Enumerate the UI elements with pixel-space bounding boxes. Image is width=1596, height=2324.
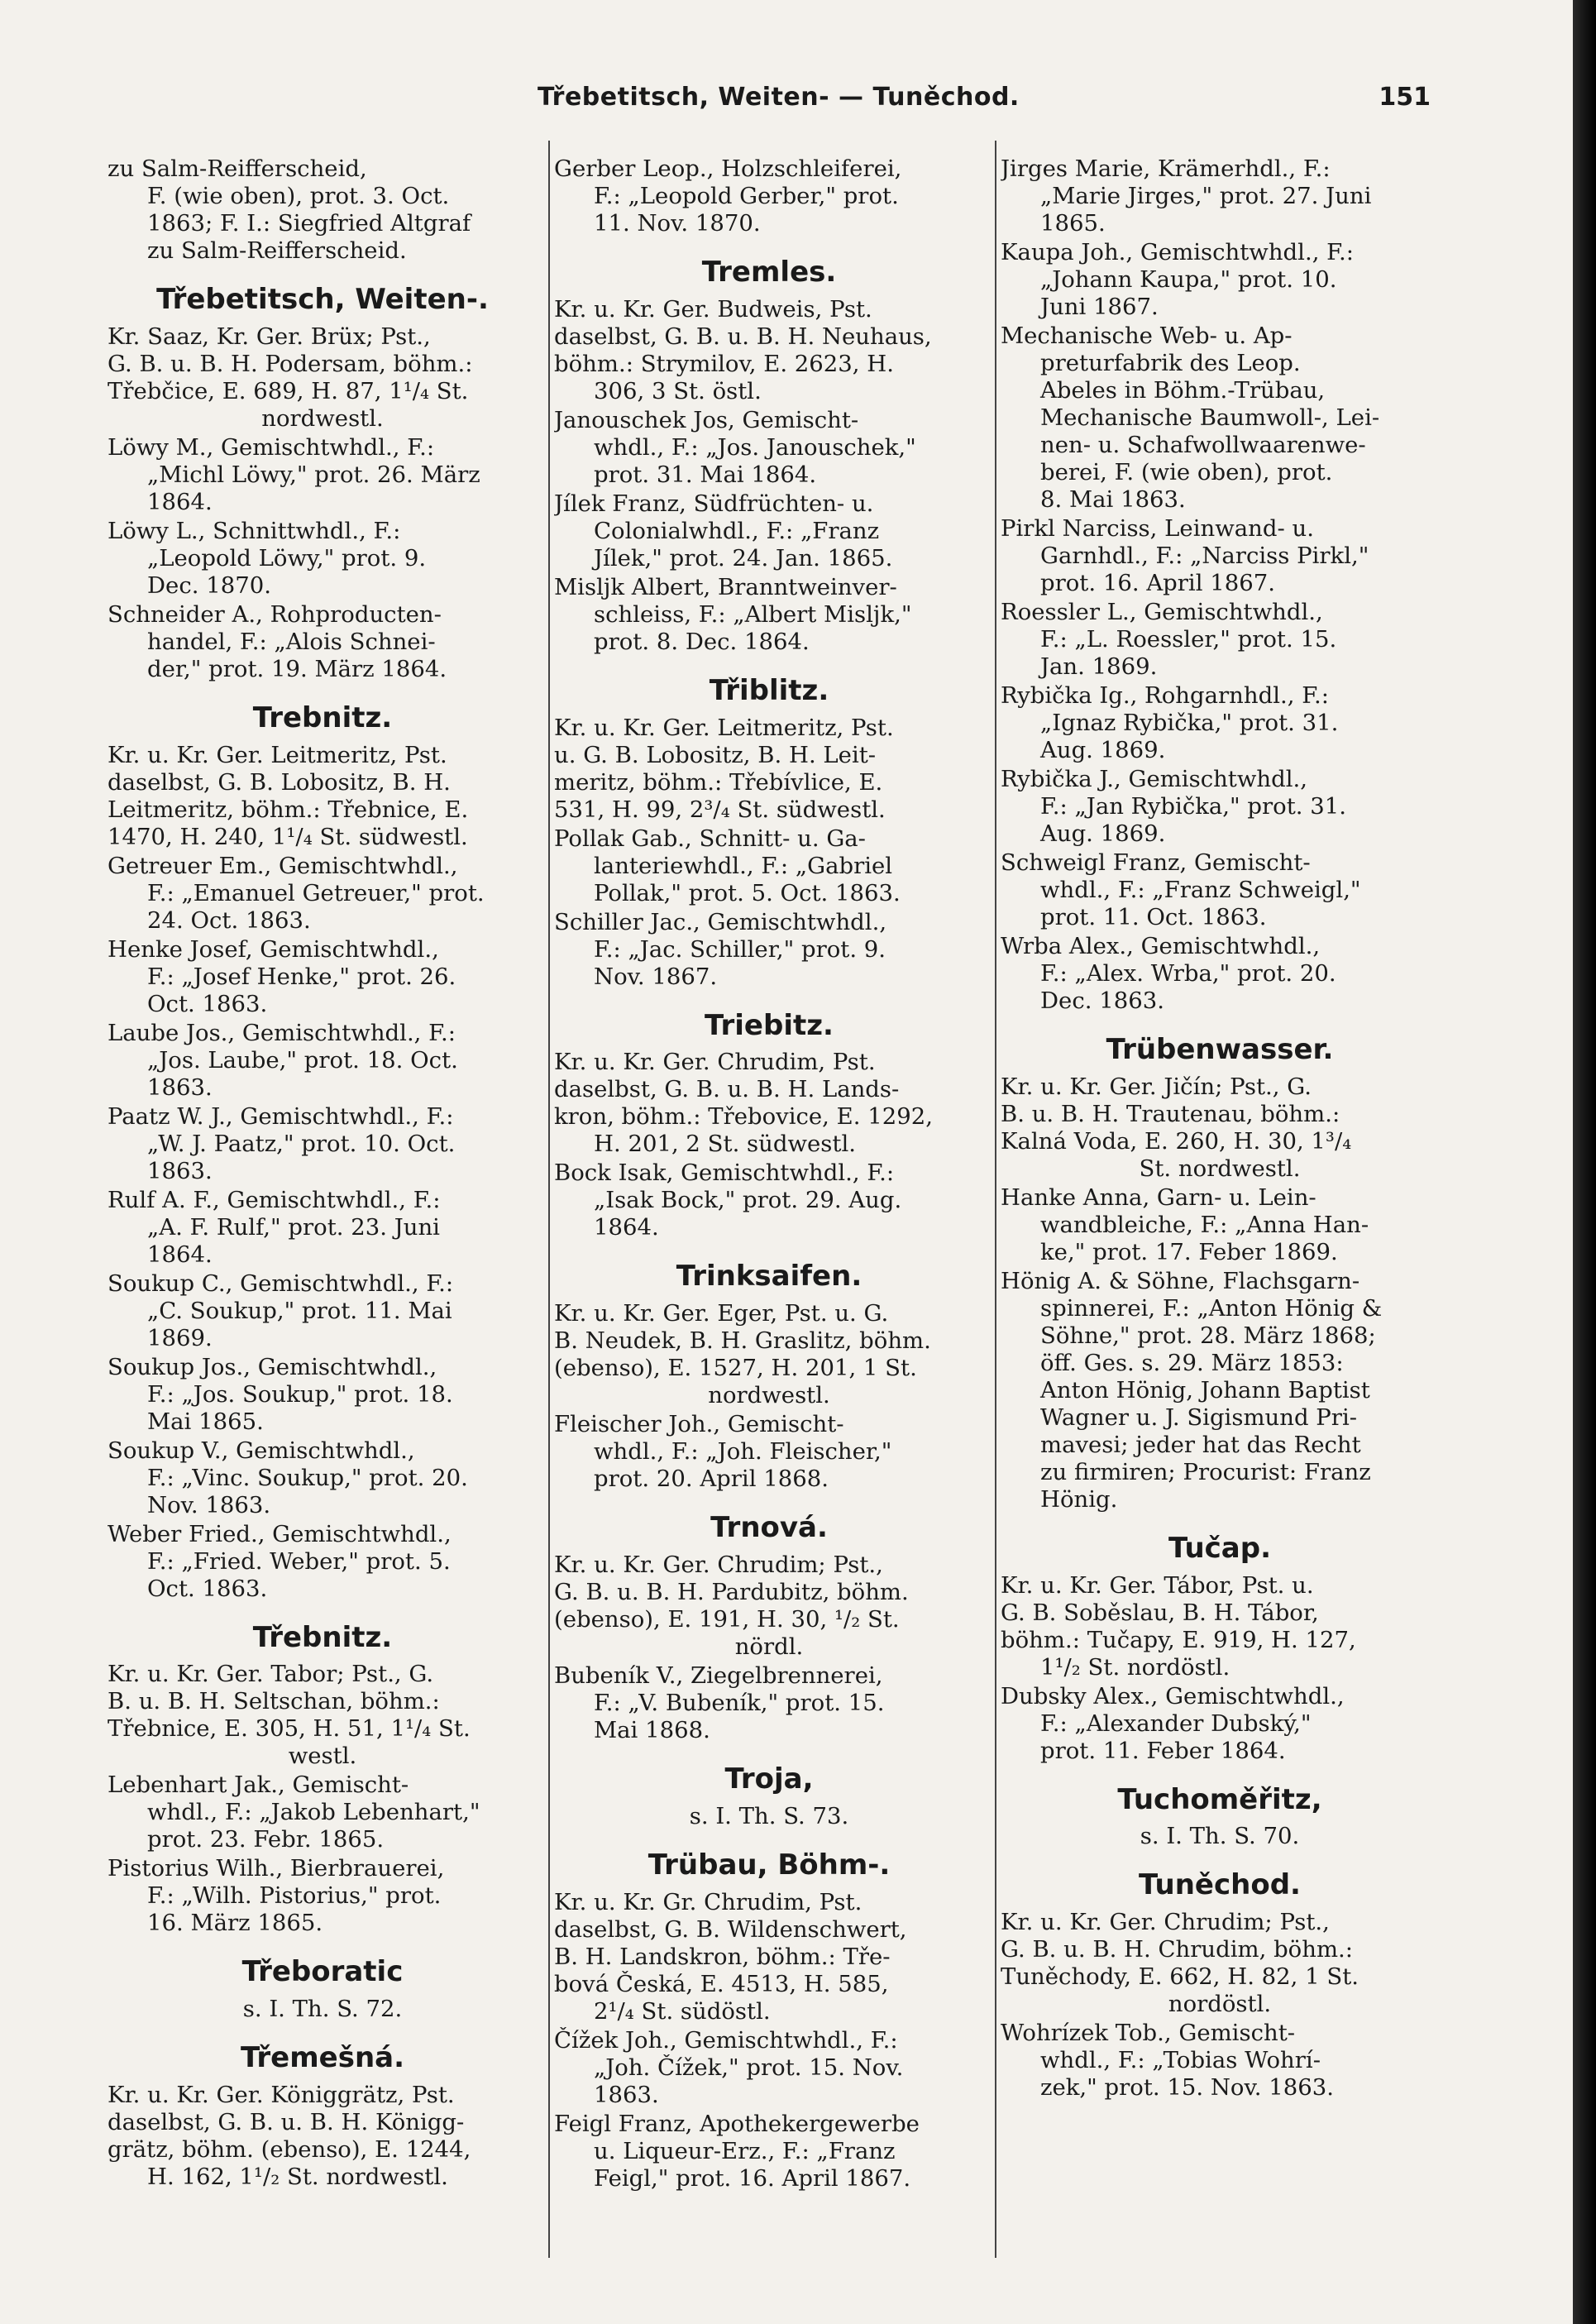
entry-line: nordöstl.: [1168, 1991, 1272, 2018]
entry-line: H. 162, 1¹/₂ St. nordwestl.: [147, 2163, 448, 2190]
entry-line: 1865.: [1040, 210, 1106, 237]
entry-line: Jílek," prot. 24. Jan. 1865.: [594, 544, 893, 571]
entry-line: Bock Isak, Gemischtwhdl., F.:: [554, 1160, 895, 1187]
entry-line: s. I. Th. S. 72.: [242, 1996, 403, 2023]
entry-line: whdl., F.: „Franz Schweigl,": [1040, 877, 1361, 903]
entry-line: Kr. u. Kr. Ger. Chrudim, Pst.: [554, 1049, 876, 1076]
entry-line: Pistorius Wilh., Bierbrauerei,: [108, 1855, 445, 1882]
entry: [1001, 1683, 1439, 1765]
entry-line: Kr. u. Kr. Ger. Leitmeritz, Pst.: [108, 741, 447, 768]
entry-line: Kr. u. Kr. Ger. Jičín; Pst., G.: [1001, 1073, 1312, 1100]
entry-line: Hönig A. & Söhne, Flachsgarn-: [1001, 1267, 1360, 1294]
entry-line: Lebenhart Jak., Gemischt-: [108, 1772, 409, 1799]
entry: [108, 1855, 538, 1937]
entry-line: F.: „Josef Henke," prot. 26.: [147, 963, 456, 990]
entry: [554, 1889, 984, 2025]
entry-line: Pollak," prot. 5. Oct. 1863.: [594, 879, 901, 906]
entry-line: Leitmeritz, böhm.: Třebnice, E.: [108, 796, 469, 823]
entry-line: prot. 20. April 1868.: [594, 1466, 829, 1493]
entry: [108, 936, 538, 1018]
entry-line: preturfabrik des Leop.: [1040, 350, 1301, 376]
entry-line: 11. Nov. 1870.: [594, 210, 761, 237]
entry-line: Kaupa Joh., Gemischtwhdl., F.:: [1001, 239, 1354, 265]
entry: [108, 1661, 538, 1770]
entry-line: St. nordwestl.: [1139, 1155, 1301, 1182]
place-heading: Trnová.: [710, 1511, 828, 1545]
entry: [1001, 323, 1439, 514]
entry-line: Löwy L., Schnittwhdl., F.:: [108, 517, 401, 544]
entry-line: Abeles in Böhm.-Trübau,: [1040, 377, 1326, 404]
entry-line: 1¹/₂ St. nordöstl.: [1040, 1653, 1230, 1681]
entry: [1001, 1909, 1439, 2018]
entry-line: Juni 1867.: [1040, 294, 1159, 320]
entry-line: bová Česká, E. 4513, H. 585,: [554, 1970, 889, 1997]
entry: [554, 1160, 984, 1241]
entry-line: F.: „V. Bubeník," prot. 15.: [594, 1689, 885, 1716]
entry: [108, 1354, 538, 1436]
entry-line: s. I. Th. S. 70.: [1140, 1823, 1300, 1850]
entry-line: u. G. B. Lobositz, B. H. Leit-: [554, 741, 877, 768]
entry-line: 24. Oct. 1863.: [147, 906, 311, 934]
entry-line: Mechanische Web- u. Ap-: [1001, 323, 1293, 349]
entry-line: Kr. u. Kr. Ger. Tabor; Pst., G.: [108, 1661, 434, 1688]
entry-line: G. B. Soběslau, B. H. Tábor,: [1001, 1599, 1319, 1626]
entry: [1001, 933, 1439, 1015]
entry-line: „Jos. Laube," prot. 18. Oct.: [147, 1046, 458, 1074]
entry-line: F.: „L. Roessler," prot. 15.: [1040, 626, 1337, 653]
entry-line: Feigl," prot. 16. April 1867.: [594, 2164, 911, 2192]
entry-line: u. Liqueur-Erz., F.: „Franz: [594, 2137, 896, 2164]
entry: [108, 601, 538, 683]
entry-line: prot. 31. Mai 1864.: [594, 461, 817, 488]
entry-line: daselbst, G. B. u. B. H. Lands-: [554, 1076, 900, 1103]
entry-line: Wohrízek Tob., Gemischt-: [1001, 2020, 1296, 2047]
entry-line: daselbst, G. B. u. B. H. Königg-: [108, 2108, 465, 2135]
entry: [554, 1662, 984, 1744]
entry-line: westl.: [288, 1743, 357, 1770]
entry-line: Soukup C., Gemischtwhdl., F.:: [108, 1270, 454, 1297]
entry-line: 1470, H. 240, 1¹/₄ St. südwestl.: [108, 823, 468, 850]
entry-line: whdl., F.: „Joh. Fleischer,": [594, 1438, 892, 1466]
entry-line: (ebenso), E. 191, H. 30, ¹/₂ St.: [554, 1605, 900, 1633]
entry-line: 1864.: [594, 1214, 659, 1241]
entry: [554, 825, 984, 907]
column-rule: [995, 141, 996, 2258]
entry-line: zu Salm-Reifferscheid,: [108, 155, 367, 182]
entry: [1001, 1074, 1439, 1183]
column-2: [554, 155, 984, 2194]
entry-line: F.: „Wilh. Pistorius," prot.: [147, 1882, 442, 1910]
entry-line: Třebnice, E. 305, H. 51, 1¹/₄ St.: [108, 1715, 471, 1743]
entry-line: Dec. 1863.: [1040, 987, 1164, 1014]
entry-line: Aug. 1869.: [1040, 820, 1166, 847]
entry-line: Oct. 1863.: [147, 990, 268, 1017]
entry: [1001, 599, 1439, 681]
entry-line: Getreuer Em., Gemischtwhdl.,: [108, 852, 458, 879]
entry-line: handel, F.: „Alois Schnei-: [147, 628, 436, 655]
entry-line: Fleischer Joh., Gemischt-: [554, 1411, 844, 1438]
entry-line: Čížek Joh., Gemischtwhdl., F.:: [554, 2026, 898, 2054]
entry-line: Pollak Gab., Schnitt- u. Ga-: [554, 825, 866, 852]
place-heading: Trebnitz.: [252, 701, 393, 734]
entry-line: Nov. 1867.: [594, 963, 718, 990]
entry-line: 8. Mai 1863.: [1040, 486, 1186, 513]
place-heading: Trübau, Böhm-.: [647, 1848, 891, 1882]
entry-line: 1863.: [594, 2081, 659, 2108]
entry-line: Kr. Saaz, Kr. Ger. Brüx; Pst.,: [108, 323, 431, 350]
entry-line: der," prot. 19. März 1864.: [147, 655, 447, 682]
entry-line: Wagner u. J. Sigismund Pri-: [1040, 1403, 1358, 1431]
entry: [108, 1187, 538, 1269]
place-heading: Tuněchod.: [1139, 1868, 1301, 1902]
place-heading: Tremles.: [701, 256, 837, 289]
entry-line: 1863.: [147, 1074, 213, 1101]
entry-line: daselbst, G. B. u. B. H. Neuhaus,: [554, 323, 932, 350]
entry-line: Feigl Franz, Apothekergewerbe: [554, 2110, 920, 2137]
entry-line: mavesi; jeder hat das Recht: [1040, 1431, 1361, 1458]
entry-line: „W. J. Paatz," prot. 10. Oct.: [147, 1130, 456, 1157]
entry-line: nordwestl.: [261, 404, 384, 432]
entry-line: Kr. u. Kr. Ger. Chrudim; Pst.,: [554, 1551, 883, 1578]
entry-line: Weber Fried., Gemischtwhdl.,: [108, 1520, 452, 1547]
entry: [108, 853, 538, 935]
entry-line: Rybička Ig., Rohgarnhdl., F.:: [1001, 682, 1330, 709]
entry: [554, 407, 984, 489]
entry-line: F.: „Jac. Schiller," prot. 9.: [594, 935, 886, 963]
entry-line: lanteriewhdl., F.: „Gabriel: [594, 852, 893, 879]
entry: [108, 1772, 538, 1853]
entry-line: 2¹/₄ St. südöstl.: [594, 1997, 771, 2025]
entry: [1001, 1823, 1439, 1850]
entry-line: „Marie Jirges," prot. 27. Juni: [1040, 183, 1372, 209]
entry-line: Jirges Marie, Krämerhdl., F.:: [1001, 155, 1331, 182]
entry-line: F.: „Leopold Gerber," prot.: [594, 183, 899, 209]
entry-line: schleiss, F.: „Albert Misljk,": [594, 600, 912, 628]
entry-line: nordwestl.: [708, 1382, 830, 1409]
entry-line: böhm.: Tučapy, E. 919, H. 127,: [1001, 1626, 1356, 1653]
entry: [108, 1996, 538, 2023]
entry: [1001, 239, 1439, 321]
entry-line: Hanke Anna, Garn- u. Lein-: [1001, 1184, 1316, 1211]
entry-line: wandbleiche, F.: „Anna Han-: [1040, 1211, 1369, 1238]
entry-line: B. Neudek, B. H. Graslitz, böhm.: [554, 1327, 931, 1355]
entry-line: zek," prot. 15. Nov. 1863.: [1040, 2074, 1334, 2102]
entry-line: Mechanische Baumwoll-, Lei-: [1040, 404, 1380, 431]
place-heading: Triebitz.: [705, 1008, 834, 1042]
entry-line: Jílek Franz, Südfrüchten- u.: [554, 490, 874, 517]
entry-line: prot. 16. April 1867.: [1040, 570, 1275, 596]
entry: [108, 1103, 538, 1185]
entry: [1001, 515, 1439, 597]
entry-line: Tuněchody, E. 662, H. 82, 1 St.: [1001, 1963, 1359, 1991]
entry-line: Kr. u. Kr. Gr. Chrudim, Pst.: [554, 1888, 863, 1915]
entry-line: Schiller Jac., Gemischtwhdl.,: [554, 908, 887, 935]
entry-line: Oct. 1863.: [147, 1575, 268, 1602]
entry: [554, 1411, 984, 1493]
entry-line: berei, F. (wie oben), prot.: [1040, 459, 1333, 485]
entry-line: kron, böhm.: Třebovice, E. 1292,: [554, 1103, 933, 1131]
column-rule: [548, 141, 550, 2258]
entry-line: „Michl Löwy," prot. 26. März: [147, 461, 480, 488]
place-heading: Třeboratic: [241, 1955, 404, 1989]
entry-line: Laube Jos., Gemischtwhdl., F.:: [108, 1019, 456, 1046]
entry-line: G. B. u. B. H. Pardubitz, böhm.: [554, 1578, 909, 1605]
entry-line: Anton Hönig, Johann Baptist: [1040, 1376, 1370, 1403]
entry: [554, 2111, 984, 2192]
entry-line: Kr. u. Kr. Ger. Königgrätz, Pst.: [108, 2081, 455, 2108]
entry-line: (ebenso), E. 1527, H. 201, 1 St.: [554, 1355, 917, 1382]
entry-line: B. u. B. H. Seltschan, böhm.:: [108, 1688, 440, 1715]
entry-line: Misljk Albert, Branntweinver-: [554, 573, 897, 600]
entry-line: 1863; F. I.: Siegfried Altgraf: [147, 210, 471, 237]
entry-line: zu firmiren; Procurist: Franz: [1040, 1458, 1371, 1485]
entry-line: Schweigl Franz, Gemischt-: [1001, 849, 1311, 876]
running-title: Třebetitsch, Weiten- — Tuněchod.: [538, 83, 1020, 112]
entry-line: Mai 1865.: [147, 1408, 264, 1435]
entry-line: G. B. u. B. H. Chrudim, böhm.:: [1001, 1936, 1354, 1963]
entry-line: F.: „Alexander Dubský,": [1040, 1710, 1312, 1737]
entry-line: F. (wie oben), prot. 3. Oct.: [147, 183, 450, 209]
entry-line: Henke Josef, Gemischtwhdl.,: [108, 935, 439, 963]
entry-line: prot. 23. Febr. 1865.: [147, 1826, 385, 1853]
entry-line: grätz, böhm. (ebenso), E. 1244,: [108, 2135, 471, 2163]
place-heading: Třebnitz.: [252, 1620, 393, 1654]
entry: [554, 715, 984, 824]
entry-line: Söhne," prot. 28. März 1868;: [1040, 1322, 1376, 1349]
entry-line: Rulf A. F., Gemischtwhdl., F.:: [108, 1186, 441, 1213]
entry-line: Colonialwhdl., F.: „Franz: [594, 517, 880, 544]
entry-line: s. I. Th. S. 73.: [689, 1802, 849, 1829]
entry-line: zu Salm-Reifferscheid.: [147, 237, 407, 264]
entry: [1001, 1572, 1439, 1681]
entry-line: „A. F. Rulf," prot. 23. Juni: [147, 1213, 440, 1241]
entry-line: F.: „Fried. Weber," prot. 5.: [147, 1547, 451, 1575]
page-header: [108, 83, 1431, 124]
entry-line: Dec. 1870.: [147, 571, 271, 599]
entry: [554, 2027, 984, 2109]
place-heading: Třebetitsch, Weiten-.: [156, 283, 489, 316]
entry: [108, 323, 538, 433]
entry: [1001, 849, 1439, 931]
entry-line: meritz, böhm.: Třebívlice, E.: [554, 768, 883, 796]
entry-line: prot. 11. Feber 1864.: [1040, 1737, 1286, 1764]
entry-line: „Joh. Čížek," prot. 15. Nov.: [594, 2054, 904, 2081]
entry: [1001, 155, 1439, 237]
entry-line: Kr. u. Kr. Ger. Leitmeritz, Pst.: [554, 714, 894, 741]
entry-line: Garnhdl., F.: „Narciss Pirkl,": [1040, 543, 1369, 569]
column-3: [1001, 155, 1439, 2103]
entry: [554, 574, 984, 656]
entry: [108, 742, 538, 851]
entry-line: 306, 3 St. östl.: [594, 377, 762, 404]
entry-line: „Leopold Löwy," prot. 9.: [147, 544, 427, 571]
entry-line: nen- u. Schafwollwaarenwe-: [1040, 432, 1366, 458]
entry-line: F.: „Alex. Wrba," prot. 20.: [1040, 960, 1336, 987]
entry-line: Soukup Jos., Gemischtwhdl.,: [108, 1353, 437, 1380]
entry-line: Löwy M., Gemischtwhdl., F.:: [108, 433, 435, 461]
entry: [554, 909, 984, 991]
entry-line: „C. Soukup," prot. 11. Mai: [147, 1297, 452, 1324]
entry-line: G. B. u. B. H. Podersam, böhm.:: [108, 350, 473, 377]
page-number: 151: [1379, 83, 1431, 112]
entry: [554, 1803, 984, 1830]
entry: [1001, 1184, 1439, 1266]
entry-line: F.: „Jan Rybička," prot. 31.: [1040, 793, 1346, 820]
entry-line: 16. März 1865.: [147, 1910, 323, 1937]
entry-line: Jan. 1869.: [1040, 653, 1158, 680]
place-heading: Trinksaifen.: [676, 1260, 863, 1294]
entry-line: Kr. u. Kr. Ger. Chrudim; Pst.,: [1001, 1909, 1330, 1936]
place-heading: Tučap.: [1168, 1531, 1271, 1565]
entry-line: prot. 8. Dec. 1864.: [594, 628, 810, 655]
entry: [1001, 682, 1439, 764]
entry-line: ke," prot. 17. Feber 1869.: [1040, 1238, 1338, 1265]
entry-line: Schneider A., Rohproducten-: [108, 600, 442, 628]
entry-line: böhm.: Strymilov, E. 2623, H.: [554, 350, 894, 377]
entry-line: 1869.: [147, 1324, 213, 1351]
entry-line: Hönig.: [1040, 1485, 1118, 1513]
entry-line: Paatz W. J., Gemischtwhdl., F.:: [108, 1102, 454, 1130]
entry-line: Bubeník V., Ziegelbrennerei,: [554, 1662, 883, 1689]
place-heading: Třemešná.: [240, 2041, 405, 2075]
entry-line: Rybička J., Gemischtwhdl.,: [1001, 766, 1307, 792]
entry: [554, 296, 984, 405]
entry: [108, 1020, 538, 1102]
entry-line: Soukup V., Gemischtwhdl.,: [108, 1437, 415, 1464]
entry: [554, 1300, 984, 1409]
entry-line: 531, H. 99, 2³/₄ St. südwestl.: [554, 796, 886, 823]
place-heading: Tuchoměřitz,: [1117, 1782, 1322, 1816]
entry-line: whdl., F.: „Jos. Janouschek,": [594, 433, 916, 461]
entry-line: F.: „Vinc. Soukup," prot. 20.: [147, 1464, 468, 1491]
entry-line: prot. 11. Oct. 1863.: [1040, 904, 1267, 930]
entry: [108, 155, 538, 265]
entry-line: Nov. 1863.: [147, 1491, 271, 1518]
entry-line: H. 201, 2 St. südwestl.: [594, 1131, 856, 1158]
entry-line: Dubsky Alex., Gemischtwhdl.,: [1001, 1682, 1345, 1710]
entry: [1001, 1268, 1439, 1513]
entry-line: „Johann Kaupa," prot. 10.: [1040, 266, 1337, 293]
entry-line: „Isak Bock," prot. 29. Aug.: [594, 1187, 902, 1214]
entry-line: Aug. 1869.: [1040, 737, 1166, 763]
entry-line: öff. Ges. s. 29. März 1853:: [1040, 1349, 1344, 1376]
entry: [108, 2082, 538, 2191]
entry-line: B. u. B. H. Trautenau, böhm.:: [1001, 1100, 1340, 1127]
entry-line: Janouschek Jos, Gemischt-: [554, 406, 859, 433]
entry: [108, 1437, 538, 1519]
entry-line: Pirkl Narciss, Leinwand- u.: [1001, 515, 1314, 542]
entry: [554, 155, 984, 237]
place-heading: Třiblitz.: [709, 673, 829, 707]
entry-line: daselbst, G. B. Wildenschwert,: [554, 1915, 907, 1943]
entry: [1001, 2020, 1439, 2102]
entry-line: Kr. u. Kr. Ger. Budweis, Pst.: [554, 295, 872, 323]
place-heading: Troja,: [724, 1762, 814, 1796]
entry-line: Kr. u. Kr. Ger. Tábor, Pst. u.: [1001, 1571, 1314, 1599]
entry: [554, 1552, 984, 1661]
entry-line: Kr. u. Kr. Ger. Eger, Pst. u. G.: [554, 1300, 889, 1327]
entry-line: Kalná Voda, E. 260, H. 30, 1³/₄: [1001, 1127, 1352, 1155]
entry-line: Třebčice, E. 689, H. 87, 1¹/₄ St.: [108, 377, 469, 404]
entry: [1001, 766, 1439, 848]
entry-line: „Ignaz Rybička," prot. 31.: [1040, 710, 1339, 736]
place-heading: Trübenwasser.: [1106, 1033, 1334, 1066]
entry-line: Gerber Leop., Holzschleiferei,: [554, 155, 902, 182]
entry-line: whdl., F.: „Jakob Lebenhart,": [147, 1799, 480, 1826]
entry: [108, 1521, 538, 1603]
entry: [108, 518, 538, 600]
entry-line: daselbst, G. B. Lobositz, B. H.: [108, 768, 451, 796]
entry-line: 1864.: [147, 488, 213, 515]
scan-edge: [1573, 0, 1596, 2324]
entry-line: nördl.: [734, 1633, 804, 1660]
entry-line: Roessler L., Gemischtwhdl.,: [1001, 599, 1323, 625]
entry-line: 1863.: [147, 1157, 213, 1184]
entry-line: spinnerei, F.: „Anton Hönig &: [1040, 1294, 1383, 1322]
entry: [554, 490, 984, 572]
entry: [108, 1270, 538, 1352]
entry-line: Mai 1868.: [594, 1716, 710, 1743]
entry-line: Wrba Alex., Gemischtwhdl.,: [1001, 933, 1321, 959]
entry-line: 1864.: [147, 1241, 213, 1268]
entry-line: B. H. Landskron, böhm.: Tře-: [554, 1943, 891, 1970]
entry-line: whdl., F.: „Tobias Wohrí-: [1040, 2047, 1321, 2074]
entry-line: F.: „Jos. Soukup," prot. 18.: [147, 1380, 453, 1408]
entry-line: F.: „Emanuel Getreuer," prot.: [147, 879, 485, 906]
column-1: [108, 155, 538, 2192]
entry: [108, 434, 538, 516]
entry: [554, 1049, 984, 1158]
